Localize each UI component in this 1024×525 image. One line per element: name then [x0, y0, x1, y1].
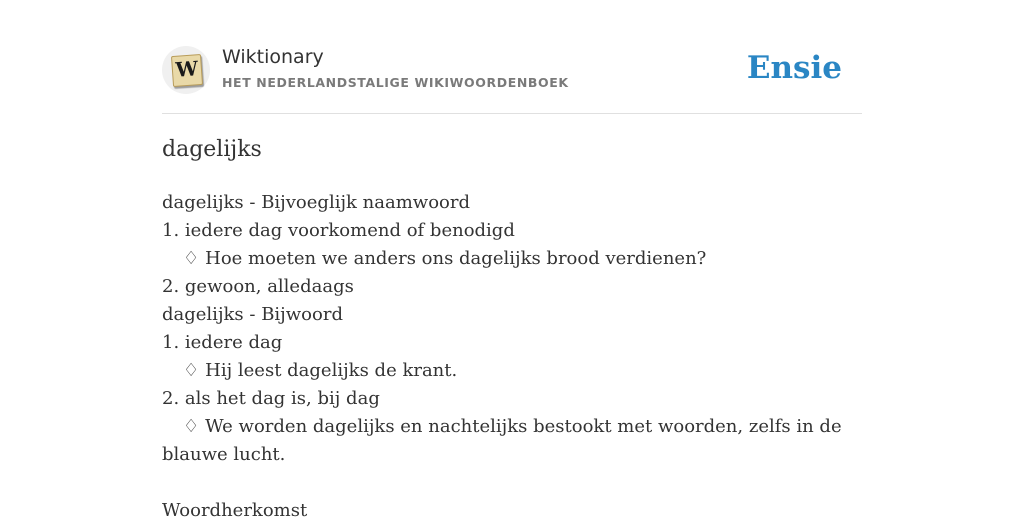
ensie-brand-link[interactable]: Ensie [746, 50, 842, 86]
etymology-heading: Woordherkomst [162, 500, 308, 521]
adverb-sense-2: 2. als het dag is, bij dag [162, 388, 380, 409]
adverb-sense-2-example [162, 413, 862, 469]
definition-content [162, 189, 862, 525]
example-text: We worden dagelijks en nachtelijks bestookt met woorden, zelfs in de blauwe lucht. [162, 416, 842, 465]
page-title: dagelijks [162, 137, 262, 162]
site-subtitle: HET NEDERLANDSTALIGE WIKIWOORDENBOEK [222, 75, 569, 90]
example-text: Hij leest dagelijks de krant. [205, 360, 458, 381]
adjective-sense-2: 2. gewoon, alledaags [162, 276, 354, 297]
site-name[interactable]: Wiktionary [222, 46, 324, 68]
adjective-sense-1-example [162, 245, 862, 273]
example-marker-icon: ♢ [183, 248, 200, 269]
adverb-sense-1: 1. iedere dag [162, 332, 283, 353]
logo-letter: W [174, 56, 199, 82]
adjective-heading: dagelijks - Bijvoeglijk naamwoord [162, 192, 470, 213]
adjective-sense-1: 1. iedere dag voorkomend of benodigd [162, 220, 515, 241]
site-header [162, 0, 862, 114]
example-marker-icon: ♢ [183, 416, 200, 437]
adverb-sense-1-example [162, 357, 862, 385]
page-container [162, 0, 862, 521]
example-marker-icon: ♢ [183, 360, 200, 381]
logo-tile [171, 54, 203, 87]
wiktionary-logo-icon[interactable] [162, 46, 210, 94]
adverb-heading: dagelijks - Bijwoord [162, 304, 343, 325]
example-text: Hoe moeten we anders ons dagelijks brood verdienen? [205, 248, 707, 269]
spacer [162, 469, 862, 497]
